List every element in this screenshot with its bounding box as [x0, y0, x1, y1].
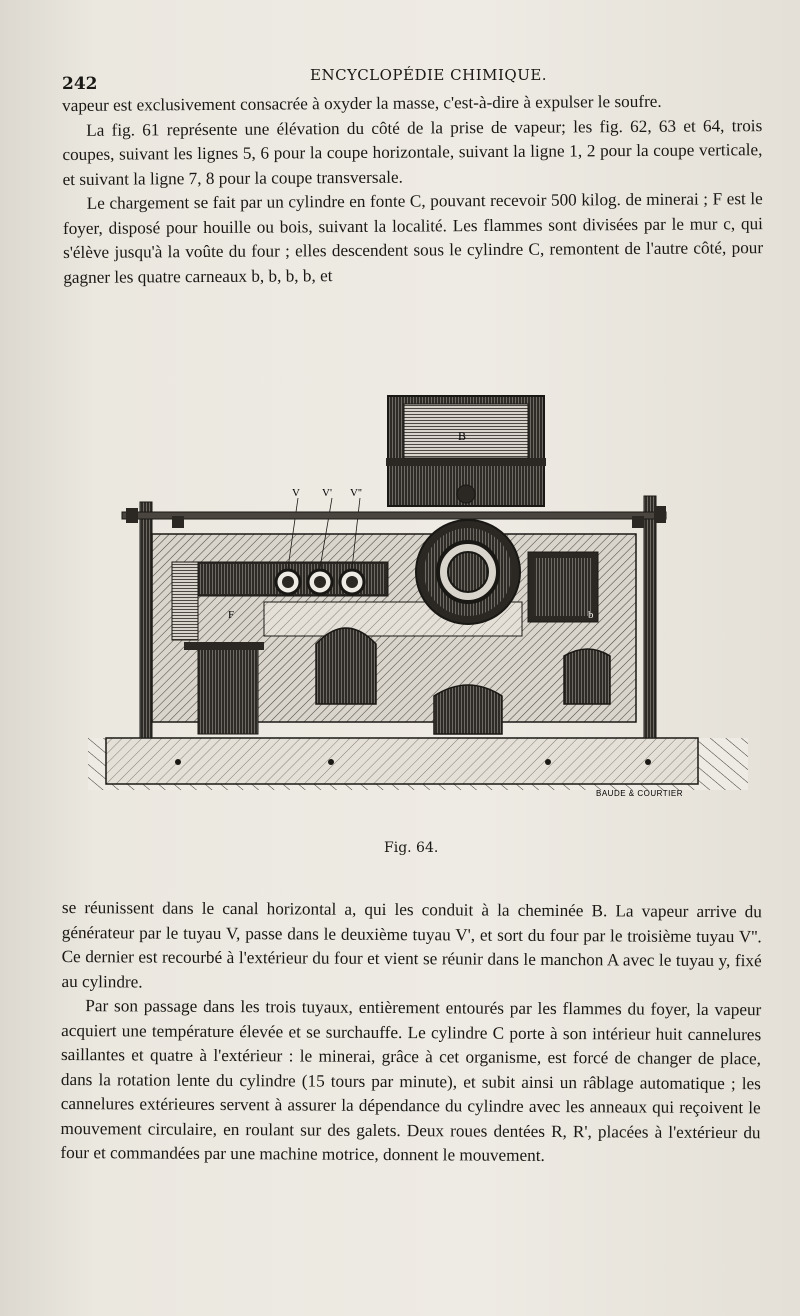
paragraph: Le chargement se fait par un cylindre en fonte C, pouvant recevoir 500 kilog. de minerai ; F est le foyer, disposé pour houille ou bois, suivant la localité. Les flammes sont divisées par le mur c, qui s'élève jusqu'à la voûte du four ; elles descendent sous le cylindre C, remontent de l'autre côté, pour gagner les quatre carneaux b, b, b, b, et [62, 189, 764, 287]
furnace-engraving [88, 386, 748, 826]
ash-pit [198, 648, 258, 734]
paragraph: La fig. 61 représente une élévation du côté de la prise de vapeur; les fig. 62, 63 et 64, trois coupes, suivant les lignes 5, 6 pour la coupe horizontale, suivant la ligne 1, 2 pour la coupe verticale, et suivant la ligne 7, 8 pour la coupe transversale. [62, 115, 763, 189]
engraver-signature: BAUDE & COURTIER [596, 789, 683, 798]
label-F: F [228, 609, 235, 621]
paragraph: se réunissent dans le canal horizontal a, qui les conduit à la cheminée B. La vapeur arrive du générateur par le tuyau V, passe dans le deuxième tuyau V', et sort du four par le troisième tuyau V''. Ce dernier est recourbé à l'extérieur du four et vient se réunir dans le manchon A avec le tuyau y, fixé au cylindre. [61, 897, 762, 991]
label-B: B [458, 429, 467, 443]
foundation-slab [106, 738, 698, 784]
label-b: b [588, 609, 594, 621]
furnace-section-drawing [88, 386, 748, 826]
tie-rod [122, 512, 666, 519]
arched-opening-left [316, 628, 376, 704]
page-number: 242 [62, 74, 98, 94]
paragraph: Par son passage dans les trois tuyaux, entièrement entourés par les flammes du foyer, la vapeur acquiert une température élevée et se surchauffe. Le cylindre C porte à son intérieur huit cannelures saillantes et quatre à l'extérieur : le minerai, grâce à cet organisme, est forcé de changer de place, dans la rotation lente du cylindre (15 tours par minute), et subit ainsi un râblage automatique ; les cannelures extérieures servent à assurer la dépendance du cylindre avec les anneaux qui reçoivent le mouvement circulaire, en roulant sur des galets. Deux roues dentées R, R', placées à l'extérieur du four et commandées par une machine motrice, donnent le mouvement. [60, 996, 762, 1165]
arched-opening-center [434, 685, 502, 734]
figure-caption: Fig. 64. [384, 840, 439, 856]
text-block-bottom [60, 896, 762, 1170]
arched-opening-right [564, 649, 610, 704]
running-title: ENCYCLOPÉDIE CHIMIQUE. [310, 66, 548, 84]
firebox-F [172, 562, 198, 640]
text-block-top [62, 89, 763, 290]
right-iron-post [644, 496, 656, 738]
left-iron-post [140, 502, 152, 738]
label-V2: V'' [350, 487, 362, 499]
paragraph: vapeur est exclusivement consacrée à oxyder la masse, c'est-à-dire à expulser le soufre. [62, 91, 662, 115]
label-V: V [292, 487, 300, 499]
label-V1: V' [322, 487, 332, 499]
